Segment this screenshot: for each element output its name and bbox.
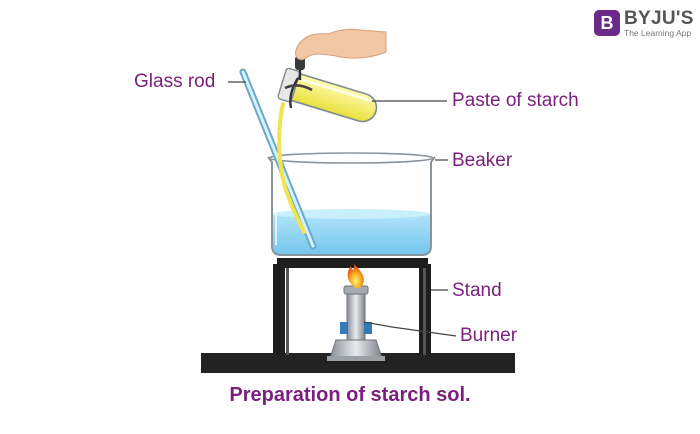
label-burner: Burner xyxy=(460,325,518,346)
label-glass-rod: Glass rod xyxy=(134,71,216,92)
label-paste-of-starch: Paste of starch xyxy=(452,90,579,111)
brand-badge-icon: B xyxy=(594,10,620,36)
brand-name: BYJU'S xyxy=(624,8,694,29)
diagram-caption: Preparation of starch sol. xyxy=(229,384,471,406)
label-beaker: Beaker xyxy=(452,150,513,171)
bunsen-burner xyxy=(327,286,385,361)
brand-logo xyxy=(594,10,698,40)
brand-tagline: The Learning App xyxy=(624,28,692,38)
test-tube xyxy=(277,68,380,127)
label-stand: Stand xyxy=(452,280,502,301)
hand xyxy=(296,29,386,59)
